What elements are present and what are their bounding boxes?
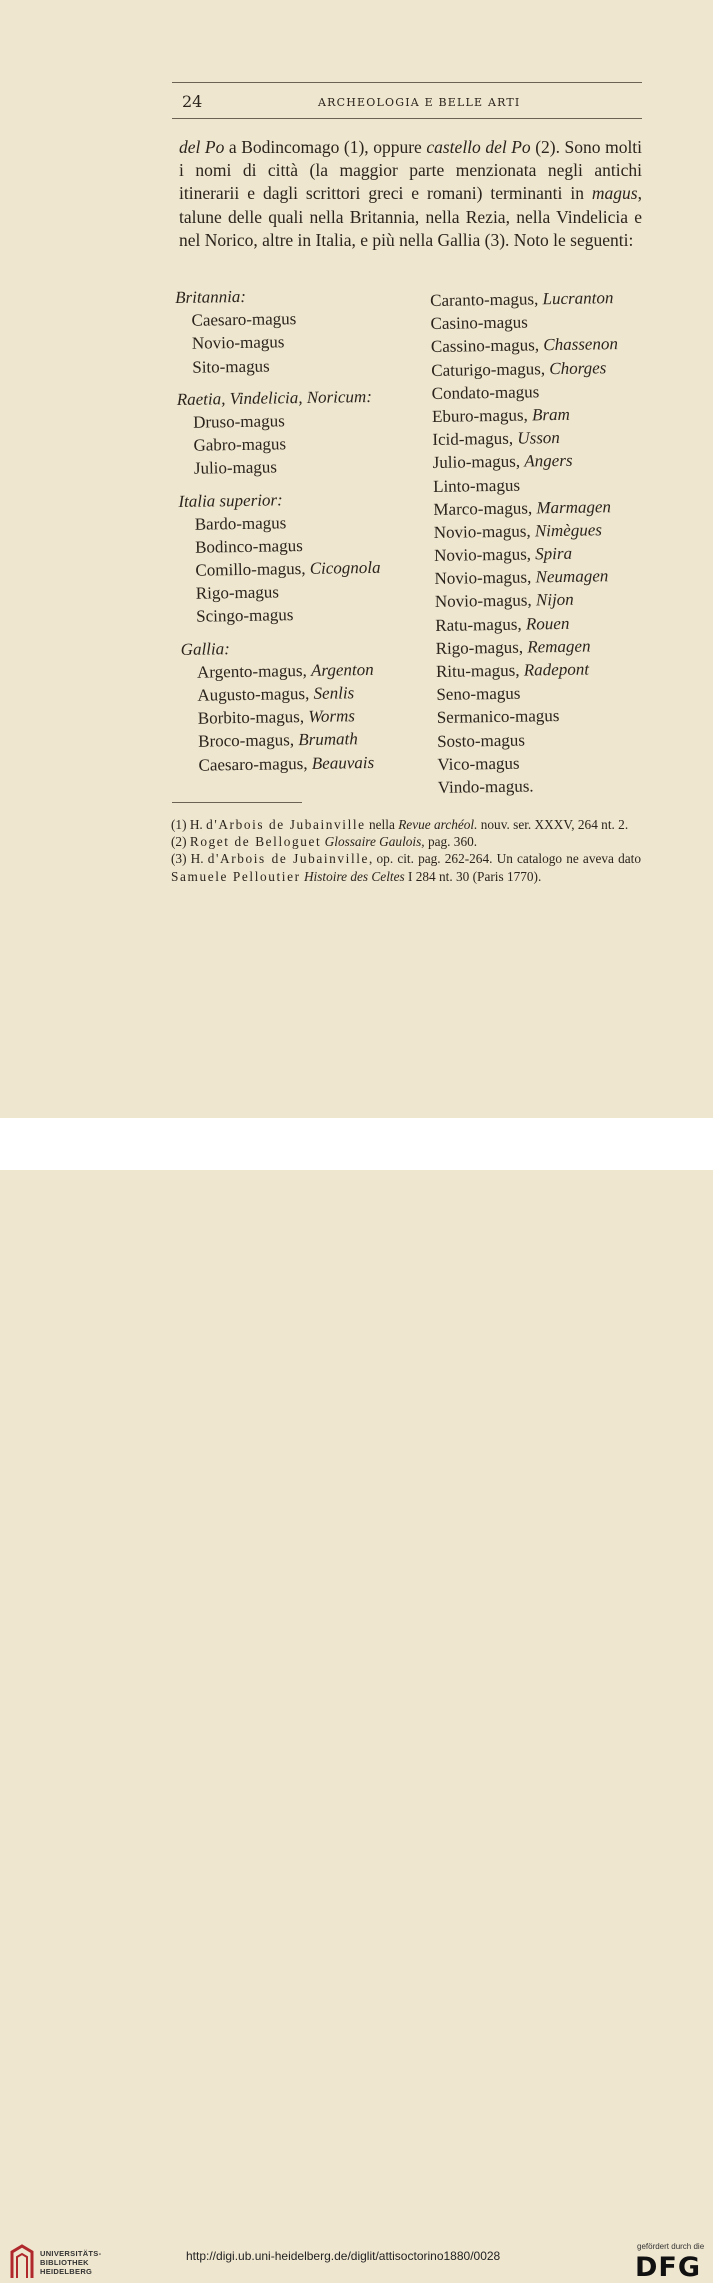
text-run: , op. cit. pag. 262-264. Un catalogo ne aveva dato	[369, 851, 641, 867]
modern-name: Cicognola	[309, 557, 381, 578]
footnote-rule	[172, 802, 302, 803]
place-name-entry	[436, 680, 623, 706]
text-run: I 284 nt. 30 (Paris 1770).	[404, 868, 542, 884]
modern-name: Beauvais	[311, 752, 375, 773]
modern-name: Senlis	[313, 683, 355, 703]
header-rule-top	[172, 82, 642, 83]
ancient-name: Marco-magus,	[433, 498, 537, 519]
place-name-entry	[179, 556, 380, 582]
footnote	[171, 816, 641, 833]
ancient-name: Bardo-magus	[194, 512, 287, 534]
ancient-name: Icid-magus,	[432, 428, 518, 450]
footnote	[171, 850, 641, 884]
place-name-entry	[435, 634, 622, 660]
text-run: (2)	[171, 834, 190, 850]
text-run: (3) H.	[171, 851, 208, 867]
ancient-name: Caturigo-magus,	[431, 358, 550, 380]
ancient-name: Cassino-magus,	[430, 335, 544, 357]
ancient-name: Condato-magus	[431, 382, 540, 403]
italic-text: magus	[591, 183, 638, 204]
ancient-name: Novio-magus,	[433, 521, 536, 542]
modern-name: Nimègues	[534, 520, 603, 541]
ancient-name: Linto-magus	[432, 475, 521, 496]
place-name-entry	[431, 332, 618, 358]
ancient-name: Sito-magus	[192, 356, 270, 377]
text-run: antichi itinerarii e dagli scrittori greci e romani) terminanti	[179, 160, 643, 204]
text-run: (1) H.	[171, 817, 207, 832]
place-name-entry	[437, 750, 624, 776]
ancient-name: Rigo-magus,	[435, 637, 528, 658]
place-name-entry	[434, 518, 621, 544]
place-name-entry	[431, 356, 618, 382]
page-number: 24	[182, 92, 203, 111]
place-name-entry	[182, 727, 383, 753]
place-name-entry	[176, 352, 377, 378]
place-name-entry	[179, 510, 380, 536]
modern-name: Lucranton	[542, 288, 614, 309]
modern-name: Neumagen	[535, 566, 609, 587]
region-heading: Britannia:	[175, 286, 247, 307]
modern-name: Usson	[517, 428, 560, 448]
text-run: , talune delle quali nella Britannia, nella Rezia,	[179, 183, 642, 227]
ancient-name: Druso-magus	[192, 411, 285, 432]
ancient-name: Bodinco-magus	[194, 535, 303, 557]
place-name-entry	[433, 448, 620, 474]
place-name-entry	[180, 602, 381, 628]
italic-text: Revue archéol.	[398, 817, 478, 832]
text-run: nella Vindelicia e nel Norico, altre in Italia, e più nella	[179, 206, 642, 250]
modern-name: Chassenon	[543, 334, 619, 355]
place-name-entry	[436, 657, 623, 683]
place-name-entry	[177, 431, 378, 457]
text-run: (2). Sono	[530, 137, 601, 157]
italic-text: Glossaire Gaulois,	[324, 834, 425, 850]
ancient-name: Sermanico-magus	[436, 706, 560, 728]
ancient-name: Julio-magus	[193, 457, 278, 479]
ancient-name: Julio-magus,	[432, 451, 525, 473]
place-name-entry	[437, 703, 624, 729]
region-heading: Italia superior:	[178, 489, 283, 511]
footnotes	[171, 816, 641, 885]
place-name-entry	[433, 495, 620, 521]
text-run: molti i nomi di città (la maggior parte menzionata negli	[179, 137, 643, 181]
italic-text: castello del Po	[426, 137, 531, 157]
logo-line: UNIVERSITÄTS-	[40, 2249, 102, 2258]
modern-name: Brumath	[298, 729, 358, 750]
place-name-entry	[438, 773, 625, 799]
region-heading: Raetia, Vindelicia, Noricum:	[176, 386, 373, 409]
ancient-name: Caesaro-magus,	[198, 753, 312, 775]
place-name-entry	[432, 402, 619, 428]
text-run: in	[570, 183, 592, 204]
ancient-name: Ritu-magus,	[435, 660, 524, 681]
footnote	[171, 833, 641, 850]
modern-name: Radepont	[523, 659, 590, 680]
text-run: d'Arbois de Jubainville	[206, 817, 366, 832]
ancient-name: Comillo-magus,	[195, 558, 310, 580]
modern-name: Spira	[535, 543, 573, 564]
ancient-name: Novio-magus,	[434, 567, 536, 589]
text-run: nouv. ser. XXXV, 264 nt. 2.	[477, 817, 629, 832]
modern-name: Rouen	[525, 613, 570, 634]
place-name-entry	[432, 425, 619, 451]
place-name-entry	[181, 681, 382, 707]
university-library-logo-icon[interactable]	[8, 2242, 36, 2282]
ancient-name: Novio-magus	[191, 332, 285, 354]
ancient-name: Seno-magus	[436, 683, 521, 705]
place-name-entry	[182, 704, 383, 730]
ancient-name: Novio-magus,	[434, 544, 536, 566]
dfg-logo[interactable]: DFG	[635, 2252, 702, 2283]
place-name-entry	[433, 472, 620, 498]
text-run: Samuele Pelloutier	[171, 868, 301, 884]
modern-name: Argenton	[310, 659, 374, 680]
ancient-name: Argento-magus,	[196, 660, 312, 682]
text-run: a Bodincomago (1), oppure	[224, 137, 427, 157]
place-name-entry	[435, 587, 622, 613]
ancient-name: Novio-magus,	[434, 590, 537, 612]
place-name-entry	[181, 658, 382, 684]
ancient-name: Caesaro-magus	[191, 309, 297, 330]
header-rule-bottom	[172, 118, 642, 119]
modern-name: Angers	[524, 451, 573, 471]
modern-name: Chorges	[549, 357, 607, 378]
running-head: ARCHEOLOGIA E BELLE ARTI	[318, 96, 521, 109]
place-name-entry	[180, 579, 381, 605]
modern-name: Remagen	[527, 636, 591, 657]
ancient-name: Vindo-magus.	[437, 776, 534, 797]
place-name-entry	[434, 541, 621, 567]
ancient-name: Rigo-magus	[195, 582, 280, 603]
text-run: Roget de Belloguet	[189, 834, 322, 850]
ancient-name: Broco-magus,	[198, 730, 299, 752]
ancient-name: Borbito-magus,	[197, 707, 309, 728]
ancient-name: Caranto-magus,	[430, 289, 543, 310]
modern-name: Marmagen	[536, 496, 612, 518]
text-run: pag. 360.	[424, 834, 478, 850]
place-name-entry	[179, 533, 380, 559]
place-name-entry	[430, 286, 617, 312]
place-name-entry	[434, 564, 621, 590]
modern-name: Nijon	[535, 590, 574, 610]
viewer-footer	[0, 1118, 713, 2283]
ancient-name: Ratu-magus,	[435, 614, 527, 635]
left-column-list	[175, 283, 384, 777]
ancient-name: Vico-magus	[437, 753, 520, 774]
ancient-name: Sosto-magus	[436, 730, 526, 751]
body-paragraph	[179, 136, 642, 252]
logo-line: HEIDELBERG	[40, 2267, 93, 2276]
place-name-entry	[431, 379, 618, 405]
place-name-entry	[176, 329, 377, 355]
text-run: d'Arbois de Jubainville	[207, 851, 370, 867]
logo-line: BIBLIOTHEK	[40, 2258, 89, 2267]
place-name-entry	[430, 309, 617, 335]
ancient-name: Eburo-magus,	[431, 405, 533, 426]
ancient-name: Augusto-magus,	[197, 683, 314, 705]
text-run: Gallia (3). Noto le seguenti:	[437, 229, 634, 250]
modern-name: Bram	[531, 404, 571, 425]
place-name-entry	[182, 750, 383, 776]
place-name-entry	[437, 727, 624, 753]
book-page	[0, 0, 713, 1118]
permalink-url[interactable]: http://digi.ub.uni-heidelberg.de/diglit/attisoctorino1880/0028	[186, 2249, 501, 2263]
place-name-entry	[177, 408, 378, 434]
place-name-entry	[175, 306, 376, 332]
university-library-logo-text[interactable]	[40, 2249, 101, 2276]
place-name-entry	[178, 454, 379, 480]
text-run: nella	[365, 817, 399, 832]
modern-name: Worms	[308, 706, 356, 727]
right-column-list	[430, 286, 625, 799]
region-heading: Gallia:	[180, 638, 230, 659]
ancient-name: Casino-magus	[430, 312, 528, 334]
italic-text: del Po	[179, 137, 225, 157]
funding-caption: gefördert durch die	[637, 2242, 705, 2251]
ancient-name: Gabro-magus	[193, 434, 287, 455]
place-name-entry	[435, 611, 622, 637]
ancient-name: Scingo-magus	[196, 605, 294, 627]
italic-text: Histoire des Celtes	[303, 868, 405, 884]
